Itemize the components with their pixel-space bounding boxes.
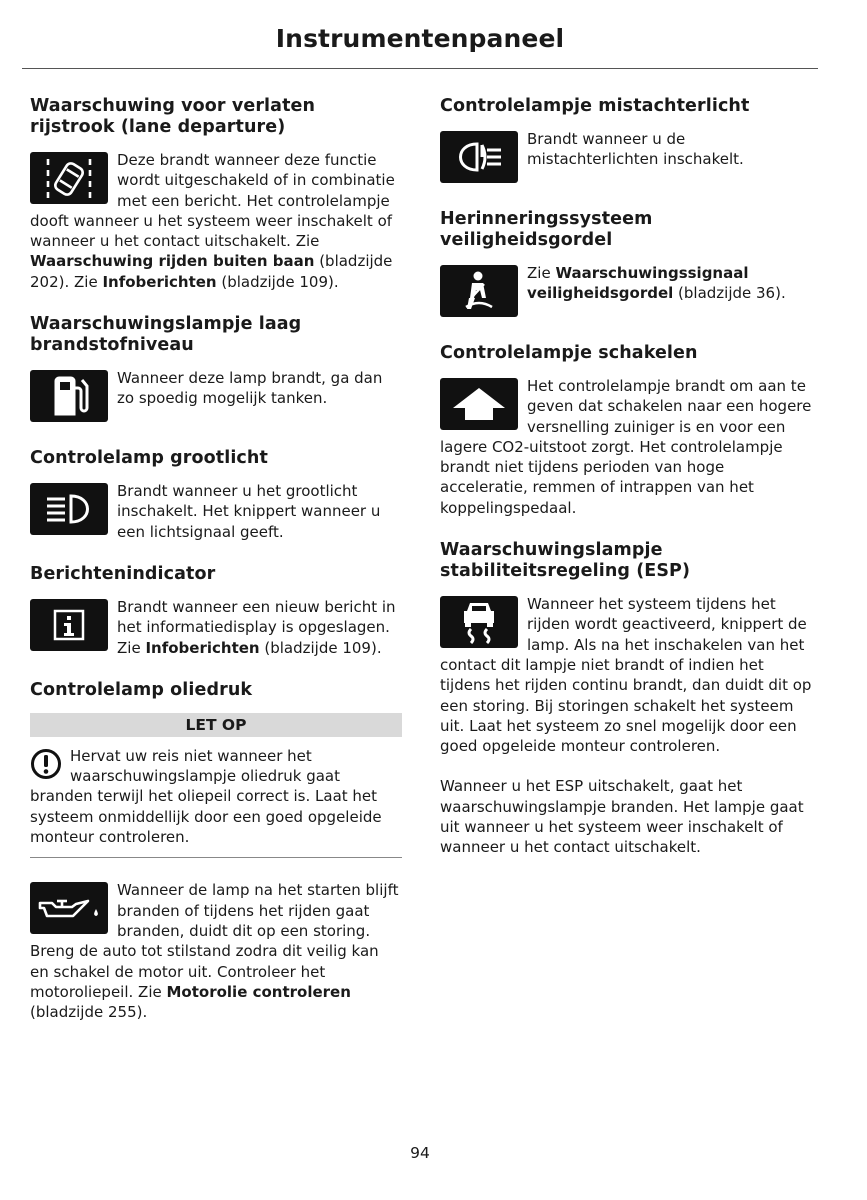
section-title: Herinneringssysteem veiligheidsgordel (440, 209, 653, 250)
body-text: (bladzijde 109). (216, 272, 339, 291)
section-fuel (30, 314, 402, 426)
body-text: Wanneer de lamp na het starten blijft branden of tijdens het rijden gaat branden, duidt dit op een storing. Breng de auto tot stilstand zodra dit veilig kan en schakel de motor uit. Controleer het motoroliepeil. Zie (30, 881, 399, 1001)
body-text: (bladzijde 109). (259, 638, 382, 657)
seatbelt-icon (440, 265, 518, 317)
section-title: Berichtenindicator (30, 563, 216, 584)
cross-reference-link[interactable]: Infoberichten (102, 272, 217, 291)
section-title: Waarschuwingslampje stabiliteitsregeling (ESP) (440, 540, 691, 582)
right-column (440, 96, 816, 880)
body-text: (bladzijde 202). Zie (30, 252, 393, 291)
fuel-pump-icon (30, 370, 108, 422)
body-text: Brandt wanneer een nieuw bericht in het informatiedisplay is opgeslagen. Zie (117, 597, 396, 657)
high-beam-icon (30, 483, 108, 535)
body-text: (bladzijde 255). (30, 1003, 148, 1022)
body-text: Wanneer u het ESP uitschakelt, gaat het waarschuwingslampje branden. Het lampje gaat uit wanneer u het systeem weer inschakelt of wanneer u het contact uitschakelt. (440, 777, 804, 857)
body-text: Deze brandt wanneer deze functie wordt uitgeschakeld of in combinatie met een bericht. Het controlelampje dooft wanneer u het systeem weer inschakelt of wanneer u het contact uitschakelt. Zie (30, 151, 395, 251)
section-oil-pressure (30, 680, 402, 1023)
section-title: Controlelampje mistachterlicht (440, 96, 750, 116)
rear-fog-icon (440, 131, 518, 183)
cross-reference-link[interactable]: Waarschuwing rijden buiten baan (30, 252, 315, 271)
section-lane-departure (30, 96, 402, 292)
cross-reference-link[interactable]: Motorolie controleren (166, 982, 351, 1001)
section-message-indicator (30, 564, 402, 658)
caution-label: LET OP (30, 713, 402, 737)
page-number: 94 (410, 1144, 430, 1162)
info-icon (30, 599, 108, 651)
skid-car-icon (440, 596, 518, 648)
section-title: Controlelampje schakelen (440, 343, 698, 363)
section-title: Controlelamp oliedruk (30, 679, 253, 700)
section-title: Waarschuwingslampje laag brandstofniveau (30, 314, 302, 356)
section-seatbelt (440, 209, 816, 321)
section-title: Controlelamp grootlicht (30, 448, 268, 469)
body-text: Wanneer het systeem tijdens het rijden wordt geactiveerd, knippert de lamp. Als na het inschakelen van het contact dit lampje niet brandt of indien het tijdens het rijden continu brandt, dan duidt dit op een storing. Bij storingen schakelt het systeem uit. Laat het systeem zo snel mogelijk door een goed opgeleide monteur controleren. (440, 595, 812, 756)
section-esp (440, 540, 816, 858)
body-text: Brandt wanneer u de mistachterlichten inschakelt. (527, 130, 744, 169)
section-shift (440, 343, 816, 518)
page-title: Instrumentenpaneel (275, 24, 565, 53)
body-text: Wanneer deze lamp brandt, ga dan zo spoedig mogelijk tanken. (117, 369, 383, 408)
lane-departure-icon (30, 152, 108, 204)
page-header (22, 22, 818, 69)
cross-reference-link[interactable]: Infoberichten (145, 638, 260, 657)
oil-can-icon (30, 882, 108, 934)
body-text: Brandt wanneer u het grootlicht inschakelt. Het knippert wanneer u een lichtsignaal geeft. (117, 482, 381, 541)
section-rear-fog (440, 96, 816, 187)
caution-box (30, 746, 402, 858)
body-text: (bladzijde 36). (673, 284, 786, 303)
section-title: Waarschuwing voor verlaten rijstrook (lane departure) (30, 96, 316, 137)
exclamation-warning-icon (30, 748, 62, 780)
left-column (30, 96, 402, 1044)
body-text: Zie (527, 264, 556, 282)
shift-up-arrow-icon (440, 378, 518, 430)
caution-text: Hervat uw reis niet wanneer het waarschuwingslampje oliedruk gaat branden terwijl het oliepeil correct is. Laat het systeem onmiddellijk door een goed opgeleide monteur controleren. (30, 746, 382, 847)
body-text: Het controlelampje brandt om aan te geven dat schakelen naar een hogere versnelling zuiniger is en voor een lagere CO2-uitstoot zorgt. Het controlelampje brandt niet tijdens perioden van hoge acceleratie, remmen of intrappen van het koppelingspedaal. (440, 377, 812, 517)
section-high-beam (30, 448, 402, 542)
cross-reference-link[interactable]: Waarschuwingssignaal veiligheidsgordel (527, 264, 749, 303)
